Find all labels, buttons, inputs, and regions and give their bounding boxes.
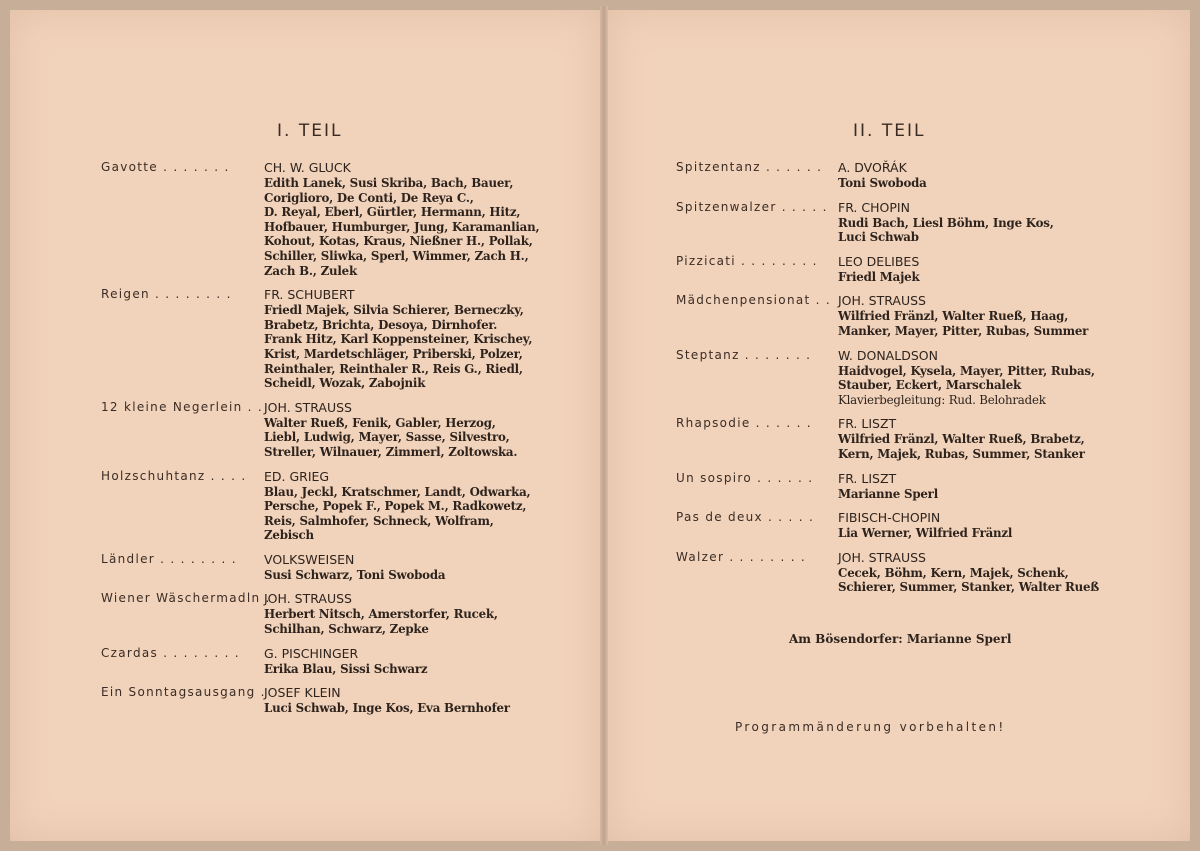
dance-title: Holzschuhtanz . . . . [101,468,247,483]
program-item [676,471,1176,502]
composer-name: ED. GRIEG [264,468,330,484]
dance-title: Pizzicati . . . . . . . . [676,253,818,268]
dancer-line: Zach B., Zulek [264,263,357,278]
dancer-line: Scheidl, Wozak, Zabojnik [264,376,426,391]
dancer-line: Persche, Popek F., Popek M., Radkowetz, [264,499,527,514]
part-two-program [676,160,1176,604]
program-item [101,287,581,391]
composer-name: VOLKSWEISEN [264,551,355,567]
program-item [101,552,581,583]
dance-title: Pas de deux . . . . . [676,510,815,525]
pianist-note: Am Bösendorfer: Marianne Sperl [789,632,1012,646]
dance-title: Spitzentanz . . . . . . [676,160,823,174]
dance-title: Reigen . . . . . . . . [101,287,232,302]
composer-name: FR. SCHUBERT [264,287,355,303]
dance-title: Wiener Wäschermadln . [101,591,271,606]
item-details [264,400,581,460]
dancer-line: Marianne Sperl [838,486,938,501]
item-details [838,416,1176,461]
dancer-line: Schilhan, Schwarz, Zepke [264,622,429,637]
program-item [101,400,581,460]
dance-title: Gavotte . . . . . . . [101,160,230,174]
dancer-line: Krist, Mardetschläger, Priberski, Polzer, [264,346,523,361]
dancer-line: Luci Schwab, Inge Kos, Eva Bernhofer [264,701,510,716]
dance-title: Rhapsodie . . . . . . [676,416,812,431]
item-details [838,510,1176,541]
program-item [676,254,1176,285]
part-one-heading: I. TEIL [277,121,343,141]
composer-name: FIBISCH-CHOPIN [838,510,941,526]
part-two-heading: II. TEIL [853,121,926,141]
dancer-line: Erika Blau, Sissi Schwarz [264,661,428,676]
item-details [264,552,581,583]
dancer-line: Walter Rueß, Fenik, Gabler, Herzog, [264,415,496,430]
program-item [101,469,581,543]
program-item [101,685,581,716]
dancer-line: Wilfried Fränzl, Walter Rueß, Haag, [838,309,1069,324]
program-item [676,550,1176,595]
item-details [838,254,1176,285]
item-details [264,160,581,278]
dance-title: Ländler . . . . . . . . [101,551,237,566]
item-details [264,685,581,716]
dancer-line: Hofbauer, Humburger, Jung, Karamanlian, [264,219,540,234]
item-details [838,293,1176,338]
dancer-line: Manker, Mayer, Pitter, Rubas, Summer [838,323,1089,338]
composer-name: A. DVOŘÁK [838,160,907,175]
composer-name: LEO DELIBES [838,253,920,269]
composer-name: FR. LISZT [838,470,897,486]
dancer-line: Friedl Majek, Silvia Schierer, Berneczky, [264,303,524,318]
composer-name: G. PISCHINGER [264,645,359,661]
program-item [101,646,581,677]
dancer-line: Toni Swoboda [838,176,927,190]
dancer-line: Brabetz, Brichta, Desoya, Dirnhofer. [264,317,498,332]
composer-name: FR. CHOPIN [838,199,910,215]
item-details [264,287,581,391]
dancer-line: Edith Lanek, Susi Skriba, Bach, Bauer, [264,176,514,190]
dance-title: Walzer . . . . . . . . [676,549,807,564]
item-details [838,471,1176,502]
program-item [676,510,1176,541]
dance-title: Spitzenwalzer . . . . . [676,199,828,214]
dancer-line: Schiller, Sliwka, Sperl, Wimmer, Zach H., [264,248,529,263]
dancer-line: Friedl Majek [838,269,920,284]
dancer-line: Liebl, Ludwig, Mayer, Sasse, Silvestro, [264,430,510,445]
dancer-line: Zebisch [264,528,314,543]
item-details [838,348,1176,408]
program-item [676,160,1176,191]
dancer-line: Luci Schwab [838,230,919,245]
dancer-line: Haidvogel, Kysela, Mayer, Pitter, Rubas, [838,363,1095,378]
program-item [676,293,1176,338]
dancer-line: Frank Hitz, Karl Koppensteiner, Krischey, [264,332,533,347]
dancer-line: Blau, Jeckl, Kratschmer, Landt, Odwarka, [264,484,531,499]
item-details [264,469,581,543]
dancer-line: Lia Werner, Wilfried Fränzl [838,526,1013,541]
item-details [838,550,1176,595]
program-item [676,416,1176,461]
dance-title: Steptanz . . . . . . . [676,347,812,362]
dancer-line: Kern, Majek, Rubas, Summer, Stanker [838,446,1085,461]
page-fold [600,6,608,845]
composer-name: JOH. STRAUSS [264,399,352,415]
program-change-notice: Programmänderung vorbehalten! [735,720,1006,734]
item-details [264,646,581,677]
composer-name: JOH. STRAUSS [264,591,352,607]
dancer-line: Schierer, Summer, Stanker, Walter Rueß [838,580,1100,595]
dancer-line: D. Reyal, Eberl, Gürtler, Hermann, Hitz, [264,205,521,220]
accompaniment-note: Klavierbegleitung: Rud. Belohradek [838,392,1046,407]
composer-name: JOSEF KLEIN [264,685,341,701]
dancer-line: Herbert Nitsch, Amerstorfer, Rucek, [264,607,498,622]
dancer-line: Susi Schwarz, Toni Swoboda [264,567,446,582]
program-item [101,591,581,636]
dancer-line: Wilfried Fränzl, Walter Rueß, Brabetz, [838,432,1085,447]
composer-name: CH. W. GLUCK [264,160,351,175]
composer-name: W. DONALDSON [838,347,938,363]
dancer-line: Coriglioro, De Conti, De Reya C., [264,190,474,205]
dancer-line: Kohout, Kotas, Kraus, Nießner H., Pollak, [264,234,533,249]
item-details [838,200,1176,245]
dancer-line: Reis, Salmhofer, Schneck, Wolfram, [264,513,494,528]
dance-title: Czardas . . . . . . . . [101,645,240,660]
program-item [676,348,1176,408]
dancer-line: Stauber, Eckert, Marschalek [838,378,1021,393]
dance-title: Ein Sonntagsausgang . [101,685,266,700]
dancer-line: Streller, Wilnauer, Zimmerl, Zoltowska. [264,444,518,459]
composer-name: JOH. STRAUSS [838,549,926,565]
program-item [101,160,581,278]
item-details [264,591,581,636]
dancer-line: Reinthaler, Reinthaler R., Reis G., Riedl, [264,361,523,376]
part-one-program [101,160,581,725]
dance-title: 12 kleine Negerlein . . [101,399,263,414]
dance-title: Mädchenpensionat . . [676,293,831,308]
composer-name: JOH. STRAUSS [838,293,926,309]
dancer-line: Cecek, Böhm, Kern, Majek, Schenk, [838,565,1069,580]
dance-title: Un sospiro . . . . . . [676,470,814,485]
composer-name: FR. LISZT [838,416,897,432]
item-details [838,160,1176,191]
dancer-line: Rudi Bach, Liesl Böhm, Inge Kos, [838,215,1054,230]
program-item [676,200,1176,245]
